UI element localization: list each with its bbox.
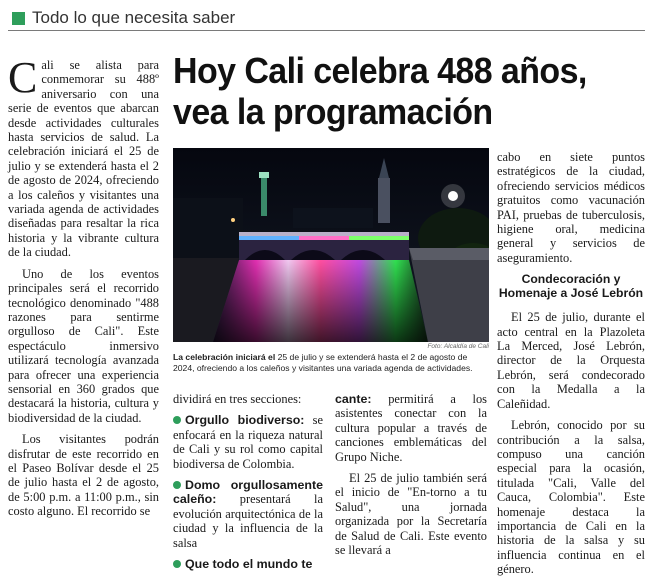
article-column-1	[8, 53, 159, 526]
bullet-item: Domo orgullosamente caleño: presentará la evolución arquitectónica de la ciudad y la influencia de la salsa	[173, 478, 323, 550]
paragraph: Los visitantes podrán disfrutar de este recorrido en el Paseo Bolívar desde el 25 de julio hasta el 2 de agosto, de 5:00 p.m. a 11:00 p.m., sin costo alguno. El recorrido se	[8, 432, 159, 519]
paragraph: dividirá en tres secciones:	[173, 392, 302, 406]
paragraph: El 25 de julio también será el inicio de "En-torno a tu Salud", una jornada organizada por la Secretaría de Salud de Cali. Este evento se llevará a	[335, 471, 487, 558]
bullet-item: Que todo el mundo te	[173, 557, 323, 571]
bullet-item: Orgullo biodiverso: se enfocará en la riqueza natural de Cali y su rol como capital biodiversa de Colombia.	[173, 413, 324, 471]
paragraph: Uno de los eventos principales será el recorrido tecnológico denominado "488 razones para sentirme orgulloso de Cali". Este espectáculo inmersivo utilizará tecnología avanzada para ofrecer una experiencia sensorial en 360 grados que destacará la historia, cultura y biodiversidad de la ciudad.	[8, 266, 159, 425]
drop-cap: C	[8, 53, 38, 102]
article-column-4	[497, 150, 645, 584]
paragraph: El 25 de julio, durante el acto central en la Plazoleta La Merced, José Lebrón, director de la Orquesta Lebrón, será condecorado con la Medalla a la Caleñidad.	[497, 310, 645, 411]
intro-paragraph: Cali se alista para conmemorar su 488º aniversario con una serie de eventos que abarcan desde actividades culturales hasta servicios de salud. La celebración iniciará el 25 de julio y se extenderá hasta el 2 de agosto de 2024, ofreciendo a los caleños y visitantes una variada agenda de actividades diseñadas para resaltar la rica historia y la vibrante cultura de la ciudad.	[8, 53, 159, 260]
paragraph: cante: permitirá a los asistentes conectar con la cultura popular a través de canciones emblemáticas del Grupo Niche.	[335, 392, 487, 464]
paragraph: cabo en siete puntos estratégicos de la ciudad, ofreciendo servicios médicos gratuitos como vacunación PAI, pruebas de tuberculosis, higiene oral, medicina general y servicios de aseguramiento.	[497, 150, 645, 265]
photo-credit: Foto: Alcaldía de Cali	[427, 343, 489, 350]
bullet-dot-icon	[173, 481, 181, 489]
section-square-icon	[12, 12, 25, 25]
section-title: Todo lo que necesita saber	[32, 8, 236, 27]
bullet-dot-icon	[173, 416, 181, 424]
article-photo	[173, 148, 489, 342]
subheading: Condecoración y Homenaje a José Lebrón	[498, 272, 644, 301]
night-bridge-illustration	[173, 148, 489, 342]
headline: Hoy Cali celebra 488 años, vea la programación	[173, 50, 587, 132]
article-column-3	[335, 392, 487, 564]
section-header	[8, 8, 645, 31]
bullet-dot-icon	[173, 560, 181, 568]
photo-caption: La celebración iniciará el 25 de julio y se extenderá hasta el 2 de agosto de 2024, ofreciendo a los caleños y visitantes una variada agenda de actividades.	[173, 352, 473, 373]
article-column-2	[173, 392, 323, 578]
paragraph: Lebrón, conocido por su contribución a la salsa, compuso una canción especial para la ocasión, titulada "Cali, Valle del Cauca, Colombia". Este homenaje destaca la importancia de Cali en la historia de la salsa y su influencia continua en el género.	[497, 418, 645, 577]
